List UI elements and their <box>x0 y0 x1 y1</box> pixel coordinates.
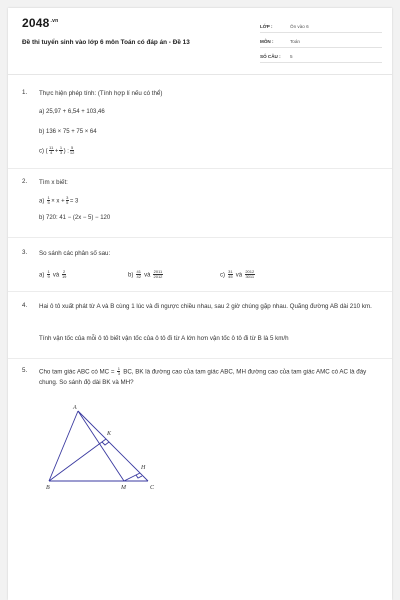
header-divider <box>8 74 392 75</box>
fraction: $\frac{2}{19}$ <box>61 269 67 280</box>
right-angle-h <box>136 475 142 478</box>
and-word: và <box>52 272 60 279</box>
part-c-prefix: c) ( <box>39 148 48 155</box>
fraction: $\frac{1}{5}$ <box>47 195 50 206</box>
fraction: $\frac{1}{3}$ <box>59 145 63 156</box>
vertex-label-b: B <box>46 485 50 491</box>
question-1-part-c: c) ( $\frac{11}{4}$ + $\frac{1}{3}$ ) : $\frac{5}{12}$ <box>39 145 75 156</box>
fraction: $\frac{41}{42}$ <box>136 269 141 280</box>
fraction: $\frac{3}{5}$ <box>66 195 69 206</box>
meta-row-count <box>260 51 382 63</box>
meta-label: LỚP : <box>260 24 273 29</box>
meta-label: SỐ CÂU : <box>260 54 281 59</box>
triangle-figure <box>46 403 166 495</box>
right-angle-k <box>102 442 109 445</box>
point-label-h: H <box>141 465 146 471</box>
fraction: $\frac{11}{4}$ <box>49 145 54 156</box>
question-text-pre: Cho tam giác ABC có MC = <box>39 368 115 376</box>
question-number: 2. <box>22 178 28 185</box>
question-number: 3. <box>22 249 28 256</box>
question-text: Tìm x biết: <box>39 179 68 186</box>
vertex-label-c: C <box>150 485 155 491</box>
fraction: $\frac{5}{12}$ <box>69 145 75 156</box>
question-text <box>39 367 374 388</box>
part-c-tail: ) : <box>63 148 69 155</box>
meta-label: MÔN : <box>260 39 274 44</box>
question-number: 5. <box>22 367 28 374</box>
question-separator <box>8 237 392 238</box>
part-a-prefix: a) <box>39 198 45 205</box>
question-number: 1. <box>22 89 28 96</box>
vertex-label-a: A <box>73 405 77 411</box>
meta-panel <box>260 21 382 66</box>
logo-suffix: .vn <box>50 18 59 24</box>
question-3-part-c: c) $\frac{31}{45}$ và $\frac{2012}{3011}$ <box>220 269 255 280</box>
segment-am <box>78 411 124 481</box>
and-word: và <box>235 272 243 279</box>
question-separator <box>8 168 392 169</box>
question-2-part-a: a) $\frac{1}{5}$ × x + $\frac{3}{5}$ = 3 <box>39 195 79 206</box>
question-1-part-b: b) 136 × 75 + 75 × 64 <box>39 129 97 135</box>
fraction: $\frac{1}{3}$ <box>117 366 120 377</box>
fraction: $\frac{1}{9}$ <box>47 269 50 280</box>
question-text: Thực hiện phép tính: (Tính hợp lí nếu có thể) <box>39 90 163 97</box>
fraction: $\frac{2012}{3011}$ <box>245 269 255 280</box>
fraction: $\frac{2011}{2012}$ <box>153 269 163 280</box>
question-text: Hai ô tô xuất phát từ A và B cùng 1 lúc và đi ngược chiều nhau, sau 2 giờ chúng gặp nhau. Quãng đường AB dài 210 km. <box>39 303 372 310</box>
question-text: Tính vận tốc của mỗi ô tô biết vận tốc của ô tô đi từ A lớn hơn vận tốc ô tô đi từ B là 5 km/h <box>39 335 289 342</box>
point-label-m: M <box>121 485 126 491</box>
question-number: 4. <box>22 302 28 309</box>
question-text-post: BC, BK là đường cao của tam giác ABC, MH đường cao của tam giác AMC có AC là đáy chung. So sánh độ dài BK và MH? <box>39 368 367 386</box>
meta-row-class <box>260 21 382 33</box>
document-page <box>8 8 392 600</box>
site-logo[interactable] <box>22 16 58 30</box>
meta-value: 5 <box>290 54 293 59</box>
meta-row-subject <box>260 36 382 48</box>
question-separator <box>8 291 392 292</box>
point-label-k: K <box>107 431 112 437</box>
question-text: So sánh các phân số sau: <box>39 250 111 257</box>
meta-value: Ôn vào 6 <box>290 24 309 29</box>
and-word: và <box>144 272 151 279</box>
part-a-tail: = 3 <box>69 198 79 205</box>
question-1-part-a: a) 25,97 + 6,54 + 103,46 <box>39 109 105 115</box>
question-3-part-a: a) $\frac{1}{9}$ và $\frac{2}{19}$ <box>39 269 67 280</box>
question-3-part-b: b) $\frac{41}{42}$ và $\frac{2011}{2012}$ <box>128 269 163 280</box>
document-header <box>8 8 392 72</box>
page-title: Đề thi tuyển sinh vào lớp 6 môn Toán có đáp án - Đề 13 <box>22 39 190 46</box>
side-ac <box>78 411 148 481</box>
question-2-part-b: b) 720: 41 − (2x − 5) − 120 <box>39 215 111 221</box>
meta-value: Toán <box>290 39 300 44</box>
fraction: $\frac{31}{45}$ <box>228 269 233 280</box>
question-separator <box>8 358 392 359</box>
logo-text: 2048 <box>22 16 50 30</box>
